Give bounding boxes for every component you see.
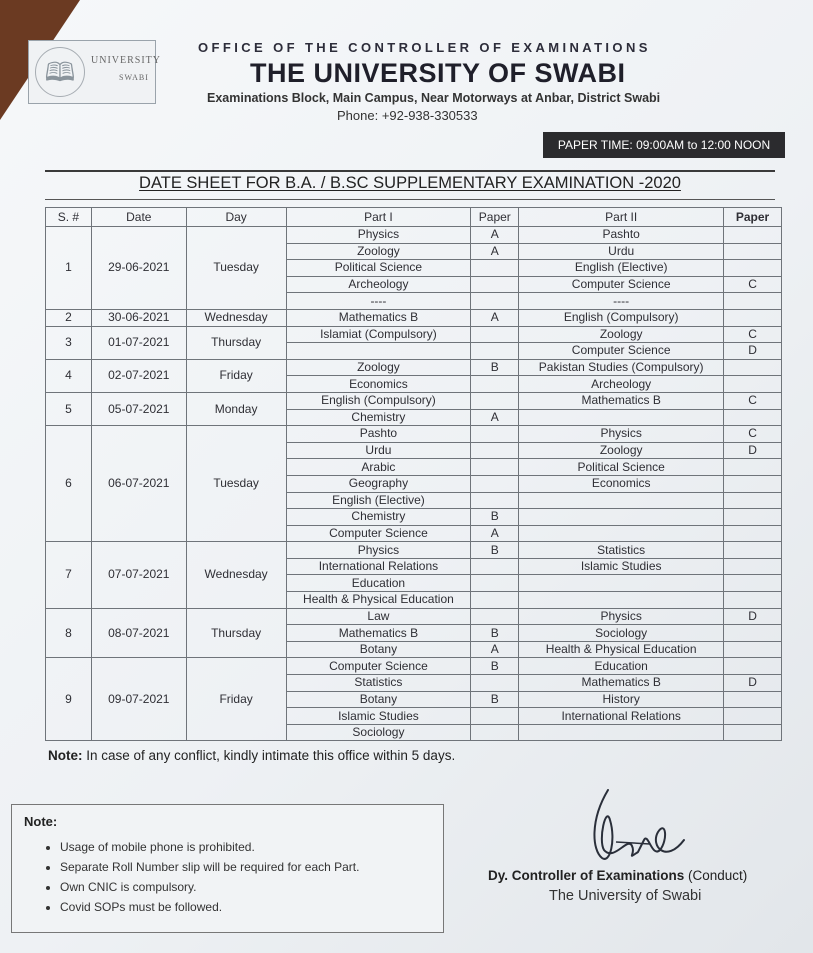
table-body <box>46 227 782 741</box>
date-cell: 05-07-2021 <box>91 392 186 425</box>
part2-paper-cell: C <box>724 276 782 293</box>
date-cell: 01-07-2021 <box>91 326 186 359</box>
note-item: • Own CNIC is compulsory. <box>60 877 359 897</box>
part2-subject-cell: Economics <box>519 475 724 492</box>
part2-subject-cell: Zoology <box>519 442 724 459</box>
part1-subject-cell: Law <box>286 608 471 625</box>
logo-text-line1: UNIVERSITY <box>91 55 161 66</box>
part2-paper-cell: C <box>724 426 782 443</box>
part2-subject-cell <box>519 592 724 609</box>
part2-paper-cell <box>724 409 782 426</box>
address: Examinations Block, Main Campus, Near Motorways at Anbar, District Swabi <box>207 91 661 105</box>
part2-subject-cell <box>519 492 724 509</box>
part1-paper-cell <box>471 326 519 343</box>
notes-list <box>32 837 359 917</box>
part1-paper-cell <box>471 426 519 443</box>
part2-paper-cell <box>724 492 782 509</box>
part2-subject-cell: Archeology <box>519 376 724 393</box>
part1-subject-cell: ---- <box>286 293 471 310</box>
date-sheet-title: DATE SHEET FOR B.A. / B.SC SUPPLEMENTARY EXAMINATION -2020 <box>139 174 681 192</box>
part1-paper-cell <box>471 260 519 277</box>
table-row <box>46 542 782 559</box>
part1-subject-cell: Economics <box>286 376 471 393</box>
phone-number: Phone: +92-938-330533 <box>337 108 478 123</box>
part2-subject-cell <box>519 409 724 426</box>
part1-subject-cell: English (Elective) <box>286 492 471 509</box>
part1-paper-cell: A <box>471 227 519 244</box>
table-row <box>46 359 782 376</box>
part2-subject-cell: Mathematics B <box>519 675 724 692</box>
part1-paper-cell <box>471 293 519 310</box>
book-emblem-icon: 🕮 <box>35 47 85 97</box>
part1-paper-cell: B <box>471 691 519 708</box>
date-cell: 29-06-2021 <box>91 227 186 310</box>
part2-paper-cell: C <box>724 392 782 409</box>
part2-paper-cell <box>724 260 782 277</box>
part1-subject-cell: Chemistry <box>286 409 471 426</box>
part2-paper-cell <box>724 641 782 658</box>
part2-subject-cell: International Relations <box>519 708 724 725</box>
part1-paper-cell <box>471 442 519 459</box>
part2-paper-cell <box>724 708 782 725</box>
part2-subject-cell: Pakistan Studies (Compulsory) <box>519 359 724 376</box>
header-part1: Part I <box>286 208 471 227</box>
header-paper1: Paper <box>471 208 519 227</box>
part2-subject-cell: Computer Science <box>519 343 724 360</box>
note-item: • Separate Roll Number slip will be required for each Part. <box>60 857 359 877</box>
part1-subject-cell: Sociology <box>286 724 471 741</box>
signature <box>580 780 690 870</box>
part1-paper-cell: A <box>471 243 519 260</box>
table-row <box>46 392 782 409</box>
note-item: • Covid SOPs must be followed. <box>60 897 359 917</box>
part2-subject-cell: Statistics <box>519 542 724 559</box>
day-cell: Friday <box>186 658 286 741</box>
part2-paper-cell <box>724 724 782 741</box>
part2-subject-cell: Health & Physical Education <box>519 641 724 658</box>
part2-paper-cell: D <box>724 608 782 625</box>
part1-subject-cell: Mathematics B <box>286 625 471 642</box>
part2-subject-cell: Political Science <box>519 459 724 476</box>
part2-subject-cell: Sociology <box>519 625 724 642</box>
part2-paper-cell <box>724 575 782 592</box>
part2-paper-cell <box>724 542 782 559</box>
header-date: Date <box>91 208 186 227</box>
date-cell: 30-06-2021 <box>91 309 186 326</box>
part2-subject-cell <box>519 525 724 542</box>
part2-paper-cell <box>724 625 782 642</box>
part2-paper-cell <box>724 525 782 542</box>
paper-time-banner: PAPER TIME: 09:00AM to 12:00 NOON <box>543 132 785 158</box>
part2-subject-cell: Physics <box>519 426 724 443</box>
part2-paper-cell <box>724 558 782 575</box>
part2-subject-cell: Education <box>519 658 724 675</box>
part1-subject-cell: Islamic Studies <box>286 708 471 725</box>
part1-subject-cell: Political Science <box>286 260 471 277</box>
part2-paper-cell <box>724 592 782 609</box>
date-cell: 06-07-2021 <box>91 426 186 542</box>
serial-cell: 4 <box>46 359 92 392</box>
part2-paper-cell <box>724 309 782 326</box>
serial-cell: 9 <box>46 658 92 741</box>
part1-subject-cell: Computer Science <box>286 658 471 675</box>
serial-cell: 7 <box>46 542 92 608</box>
part1-paper-cell <box>471 343 519 360</box>
part1-paper-cell: B <box>471 658 519 675</box>
part1-paper-cell: B <box>471 625 519 642</box>
part2-paper-cell <box>724 658 782 675</box>
part1-subject-cell: English (Compulsory) <box>286 392 471 409</box>
table-header-row <box>46 208 782 227</box>
date-sheet-table <box>45 207 782 741</box>
table-row <box>46 227 782 244</box>
part1-subject-cell <box>286 343 471 360</box>
part2-paper-cell: D <box>724 343 782 360</box>
table-row <box>46 326 782 343</box>
date-cell: 02-07-2021 <box>91 359 186 392</box>
note-item: • Usage of mobile phone is prohibited. <box>60 837 359 857</box>
part1-paper-cell <box>471 675 519 692</box>
office-heading: OFFICE OF THE CONTROLLER OF EXAMINATIONS <box>198 40 651 55</box>
part1-paper-cell <box>471 392 519 409</box>
table-row <box>46 426 782 443</box>
part2-paper-cell <box>724 227 782 244</box>
part2-paper-cell <box>724 293 782 310</box>
day-cell: Wednesday <box>186 309 286 326</box>
part1-paper-cell <box>471 475 519 492</box>
part2-subject-cell: Computer Science <box>519 276 724 293</box>
part2-subject-cell <box>519 724 724 741</box>
signatory-role: Dy. Controller of Examinations <box>488 868 685 883</box>
part1-subject-cell: Urdu <box>286 442 471 459</box>
part1-subject-cell: Archeology <box>286 276 471 293</box>
part2-paper-cell <box>724 243 782 260</box>
part2-subject-cell <box>519 575 724 592</box>
part1-subject-cell: Arabic <box>286 459 471 476</box>
university-logo <box>28 40 161 104</box>
part1-subject-cell: Botany <box>286 641 471 658</box>
part1-paper-cell: A <box>471 525 519 542</box>
header-day: Day <box>186 208 286 227</box>
serial-cell: 6 <box>46 426 92 542</box>
part1-subject-cell: Botany <box>286 691 471 708</box>
table-row <box>46 309 782 326</box>
part1-subject-cell: International Relations <box>286 558 471 575</box>
part2-subject-cell: Zoology <box>519 326 724 343</box>
conflict-note-label: Note: <box>48 748 83 763</box>
part1-paper-cell <box>471 376 519 393</box>
part1-subject-cell: Health & Physical Education <box>286 592 471 609</box>
part2-paper-cell <box>724 691 782 708</box>
part1-paper-cell: B <box>471 542 519 559</box>
part2-paper-cell <box>724 459 782 476</box>
serial-cell: 2 <box>46 309 92 326</box>
part2-subject-cell: Pashto <box>519 227 724 244</box>
part2-subject-cell: Urdu <box>519 243 724 260</box>
part2-subject-cell: ---- <box>519 293 724 310</box>
part1-paper-cell: B <box>471 359 519 376</box>
part2-subject-cell: Physics <box>519 608 724 625</box>
day-cell: Thursday <box>186 608 286 658</box>
part1-paper-cell <box>471 575 519 592</box>
part1-subject-cell: Zoology <box>286 359 471 376</box>
conflict-note-text: In case of any conflict, kindly intimate this office within 5 days. <box>86 748 456 763</box>
part2-subject-cell: English (Elective) <box>519 260 724 277</box>
part1-paper-cell <box>471 592 519 609</box>
part2-paper-cell <box>724 376 782 393</box>
table-row <box>46 608 782 625</box>
part1-subject-cell: Pashto <box>286 426 471 443</box>
title-rule-top <box>45 170 775 172</box>
part2-paper-cell: C <box>724 326 782 343</box>
day-cell: Tuesday <box>186 426 286 542</box>
part1-paper-cell <box>471 608 519 625</box>
part1-subject-cell: Computer Science <box>286 525 471 542</box>
part1-paper-cell <box>471 724 519 741</box>
notes-box <box>11 804 444 933</box>
date-cell: 07-07-2021 <box>91 542 186 608</box>
logo-text-line2: SWABI <box>119 73 149 82</box>
header-sno: S. # <box>46 208 92 227</box>
part2-paper-cell <box>724 475 782 492</box>
table-row <box>46 658 782 675</box>
part1-subject-cell: Islamiat (Compulsory) <box>286 326 471 343</box>
part1-subject-cell: Physics <box>286 542 471 559</box>
part2-paper-cell <box>724 509 782 526</box>
part1-subject-cell: Physics <box>286 227 471 244</box>
part1-paper-cell <box>471 492 519 509</box>
university-name: THE UNIVERSITY OF SWABI <box>250 58 626 88</box>
day-cell: Friday <box>186 359 286 392</box>
part2-paper-cell: D <box>724 442 782 459</box>
part1-paper-cell: B <box>471 509 519 526</box>
date-cell: 09-07-2021 <box>91 658 186 741</box>
day-cell: Tuesday <box>186 227 286 310</box>
part2-subject-cell: History <box>519 691 724 708</box>
part1-subject-cell: Chemistry <box>286 509 471 526</box>
part1-paper-cell <box>471 708 519 725</box>
part1-paper-cell: A <box>471 409 519 426</box>
part2-subject-cell: Mathematics B <box>519 392 724 409</box>
serial-cell: 3 <box>46 326 92 359</box>
part1-paper-cell <box>471 459 519 476</box>
part2-paper-cell: D <box>724 675 782 692</box>
part1-paper-cell <box>471 558 519 575</box>
part1-subject-cell: Statistics <box>286 675 471 692</box>
serial-cell: 1 <box>46 227 92 310</box>
part1-paper-cell: A <box>471 309 519 326</box>
notes-heading: Note: <box>24 814 58 829</box>
part2-subject-cell <box>519 509 724 526</box>
day-cell: Wednesday <box>186 542 286 608</box>
conflict-note <box>48 748 455 763</box>
day-cell: Monday <box>186 392 286 425</box>
part2-paper-cell <box>724 359 782 376</box>
serial-cell: 5 <box>46 392 92 425</box>
part2-subject-cell: English (Compulsory) <box>519 309 724 326</box>
part1-paper-cell: A <box>471 641 519 658</box>
signatory-title <box>488 868 747 883</box>
title-rule-bottom <box>45 199 775 200</box>
header-paper2: Paper <box>724 208 782 227</box>
signatory-role-suffix: (Conduct) <box>684 868 748 883</box>
serial-cell: 8 <box>46 608 92 658</box>
date-cell: 08-07-2021 <box>91 608 186 658</box>
part1-subject-cell: Education <box>286 575 471 592</box>
part1-subject-cell: Zoology <box>286 243 471 260</box>
part2-subject-cell: Islamic Studies <box>519 558 724 575</box>
part1-paper-cell <box>471 276 519 293</box>
part1-subject-cell: Geography <box>286 475 471 492</box>
signatory-university: The University of Swabi <box>549 888 702 904</box>
part1-subject-cell: Mathematics B <box>286 309 471 326</box>
day-cell: Thursday <box>186 326 286 359</box>
header-part2: Part II <box>519 208 724 227</box>
